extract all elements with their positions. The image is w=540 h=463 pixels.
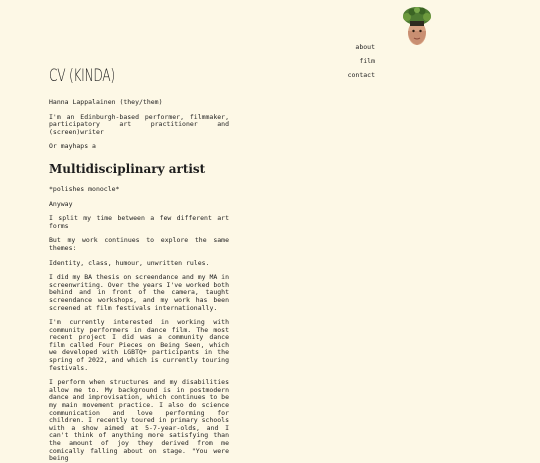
paragraph: Identity, class, humour, unwritten rules.: [49, 258, 210, 267]
paragraph: I split my time between a few different art forms: [49, 214, 229, 230]
paragraph: I'm currently interested in working with community performers in dance film. The most recent project I did was a community dance film called Four Pieces on Being Seen, which we developed with LGBTQ+ participants in the spring of 2022, and which is currently touring festivals.: [49, 318, 230, 372]
nav-link-film[interactable]: film: [359, 57, 375, 65]
paragraph: But my work continues to explore the same themes:: [49, 236, 229, 252]
maybe-line: Or mayhaps a: [49, 142, 96, 151]
paragraph: Anyway: [49, 199, 73, 208]
section-heading: Multidisciplinary artist: [49, 161, 206, 176]
nav-link-contact[interactable]: contact: [347, 71, 375, 79]
paragraph: I perform when structures and my disabilities allow me to. My background is in postmodern dance and improvisation, which continues to be my main movement practice. I also do science communication and love performing for children. I recently toured in primary schools with a show aimed at 5-7-year-olds, and I can't think of anything more satisfying than the amount of joy they derived from me comically falling about on stage. "You were being: [49, 378, 230, 463]
paragraph: I did my BA thesis on screendance and my MA in screenwriting. Over the years I've worked both behind and in front of the camera, taught screendance workshops, and my work has been screened at film festivals internationally.: [49, 273, 230, 312]
main-content: [49, 66, 229, 463]
intro-paragraph: I'm an Edinburgh-based performer, filmmaker, participatory art practitioner and (screen)writer: [49, 112, 229, 136]
name-line: Hanna Lappalainen (they/them): [49, 98, 163, 106]
nav-link-about[interactable]: about: [355, 43, 375, 51]
main-nav: [330, 40, 375, 82]
page-title: CV (KINDA): [49, 66, 115, 86]
avatar: [402, 7, 432, 47]
paragraph: *polishes monocle*: [49, 184, 120, 193]
